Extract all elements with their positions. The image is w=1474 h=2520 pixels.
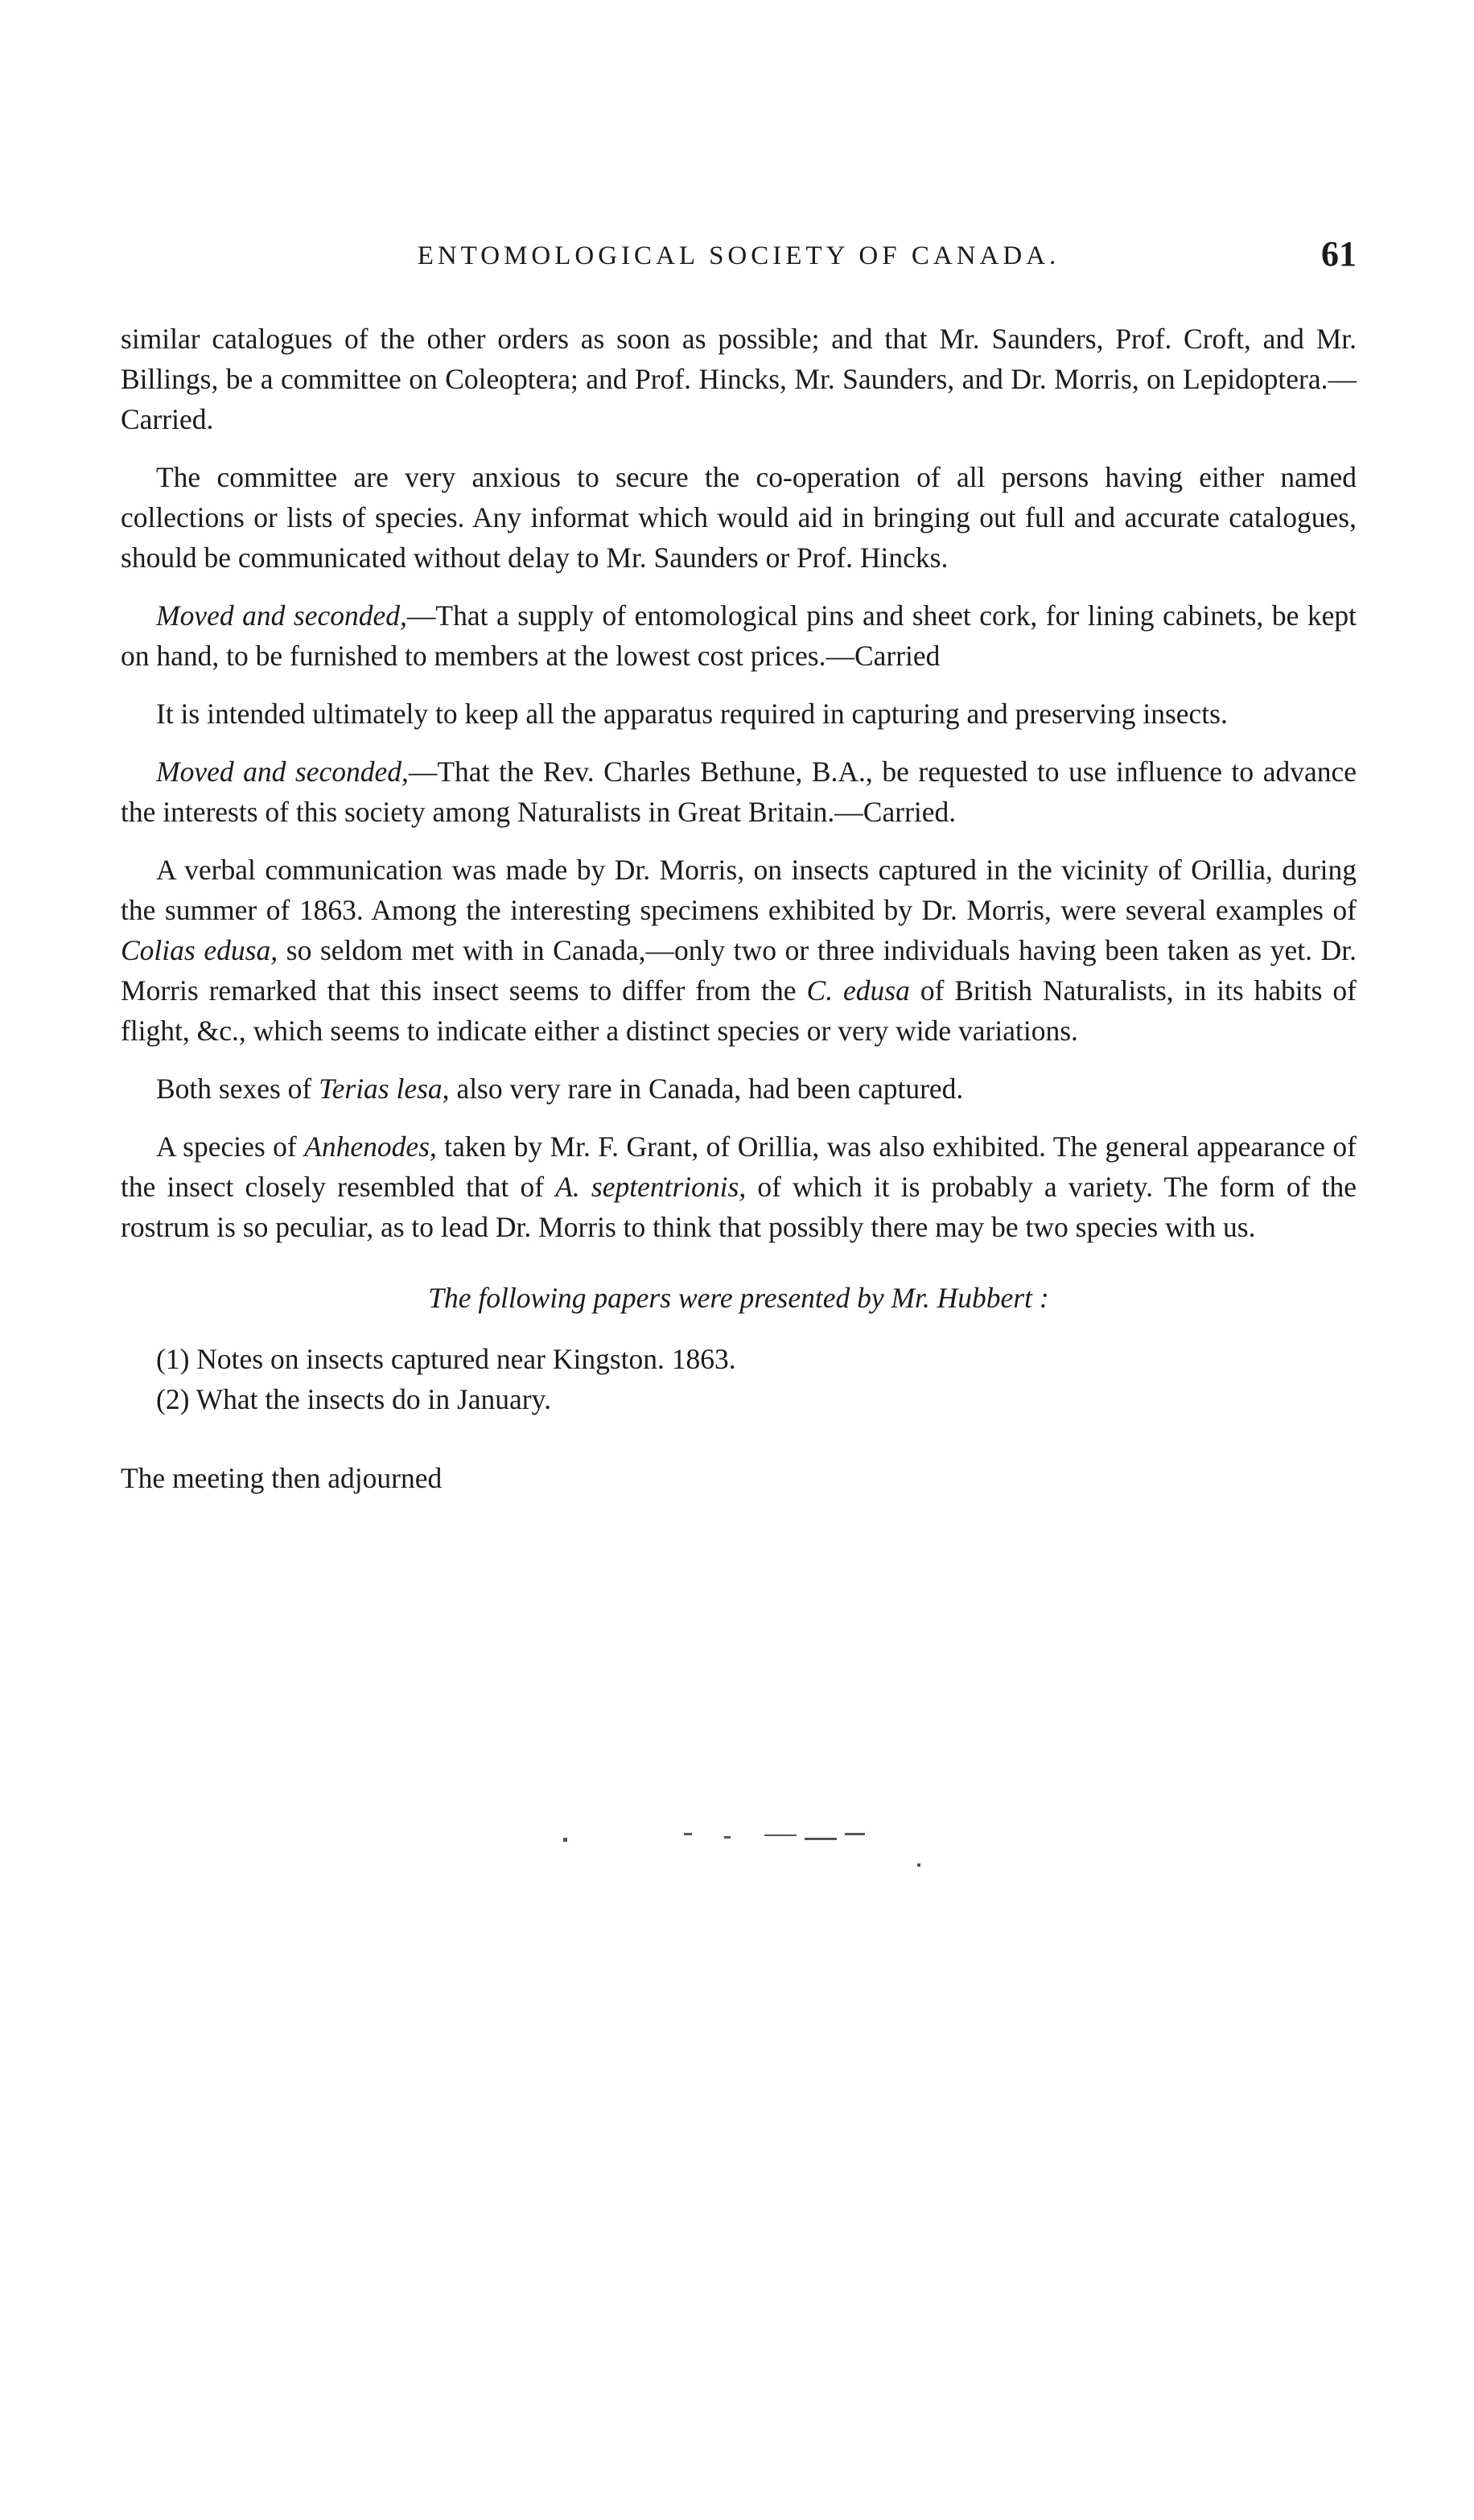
page-header — [121, 233, 1357, 290]
motion-lead: Moved and seconded, — [156, 756, 409, 788]
motion-lead: Moved and seconded, — [156, 599, 407, 632]
paragraph-committee: The committee are very anxious to secure the co-operation of all persons having either named collections or lists of species. Any informat which would aid in bringing out full and accurate catalogues, should be communicated without delay to Mr. Saunders or Prof. Hincks. — [121, 461, 1357, 574]
text-run: so seldom met with in Canada,—only two or three individuals having been taken as yet. Dr. Morris remarked that this insect seems to differ from the — [121, 934, 1357, 1007]
document-page — [121, 233, 1357, 1516]
print-specks — [563, 1826, 949, 1851]
paper-item: (1) Notes on insects captured near Kingston. 1863. — [156, 1343, 736, 1375]
species-name: Anhenodes, — [304, 1130, 437, 1163]
paragraph-anhenodes — [121, 1126, 1357, 1247]
text-run: taken by Mr. F. Grant, of Orillia, was also exhibited. The general appearance of the insect closely resembled that of — [121, 1130, 1357, 1203]
paper-item: (2) What the insects do in January. — [156, 1383, 551, 1415]
species-name: C. edusa — [806, 974, 910, 1007]
papers-list — [156, 1339, 1357, 1419]
species-name: Terias lesa, — [319, 1073, 450, 1105]
text-run: also very rare in Canada, had been captured. — [449, 1073, 964, 1105]
motion-text: —That a supply of entomological pins and sheet cork, for lining cabinets, be kept on hand, to be furnished to members at the lowest cost prices.—Carried — [121, 599, 1357, 672]
running-head: ENTOMOLOGICAL SOCIETY OF CANADA. — [417, 241, 1060, 270]
text-run: of British Naturalists, in its habits of flight, &c., which seems to indicate either a distinct species or very wide variations. — [121, 974, 1357, 1047]
page-number: 61 — [1321, 234, 1357, 274]
paragraph-terias — [121, 1069, 1357, 1109]
species-name: Colias edusa, — [121, 934, 278, 966]
motion-text: —That the Rev. Charles Bethune, B.A., be requested to use influence to advance the interests of this society among Naturalists in Great Britain.—Carried. — [121, 756, 1357, 828]
paragraph-catalogues: similar catalogues of the other orders as soon as possible; and that Mr. Saunders, Prof. Croft, and Mr. Billings, be a committee on Coleoptera; and Prof. Hincks, Mr. Saunders, and Dr. Morris, on Lepidoptera.—Carried. — [121, 323, 1357, 435]
species-name: A. septentrionis, — [555, 1171, 747, 1203]
paragraph-pins-motion — [121, 595, 1357, 676]
body-text — [121, 319, 1357, 1498]
papers-caption: The following papers were presented by Mr. Hubbert : — [428, 1282, 1049, 1314]
paragraph-bethune-motion — [121, 751, 1357, 832]
paragraph-orillia — [121, 850, 1357, 1051]
text-run: A verbal communication was made by Dr. Morris, on insects captured in the vicinity of Orillia, during the summer of 1863. Among the interesting specimens exhibited by Dr. Morris, were several examples of — [121, 854, 1357, 926]
text-run: of which it is probably a variety. The form of the rostrum is so peculiar, as to lead Dr. Morris to think that possibly there may be two species with us. — [121, 1171, 1357, 1243]
text-run: Both sexes of — [156, 1073, 319, 1105]
text-run: A species of — [156, 1130, 305, 1163]
closing-line: The meeting then adjourned — [121, 1462, 443, 1494]
paragraph-apparatus: It is intended ultimately to keep all the apparatus required in capturing and preserving insects. — [156, 698, 1228, 730]
